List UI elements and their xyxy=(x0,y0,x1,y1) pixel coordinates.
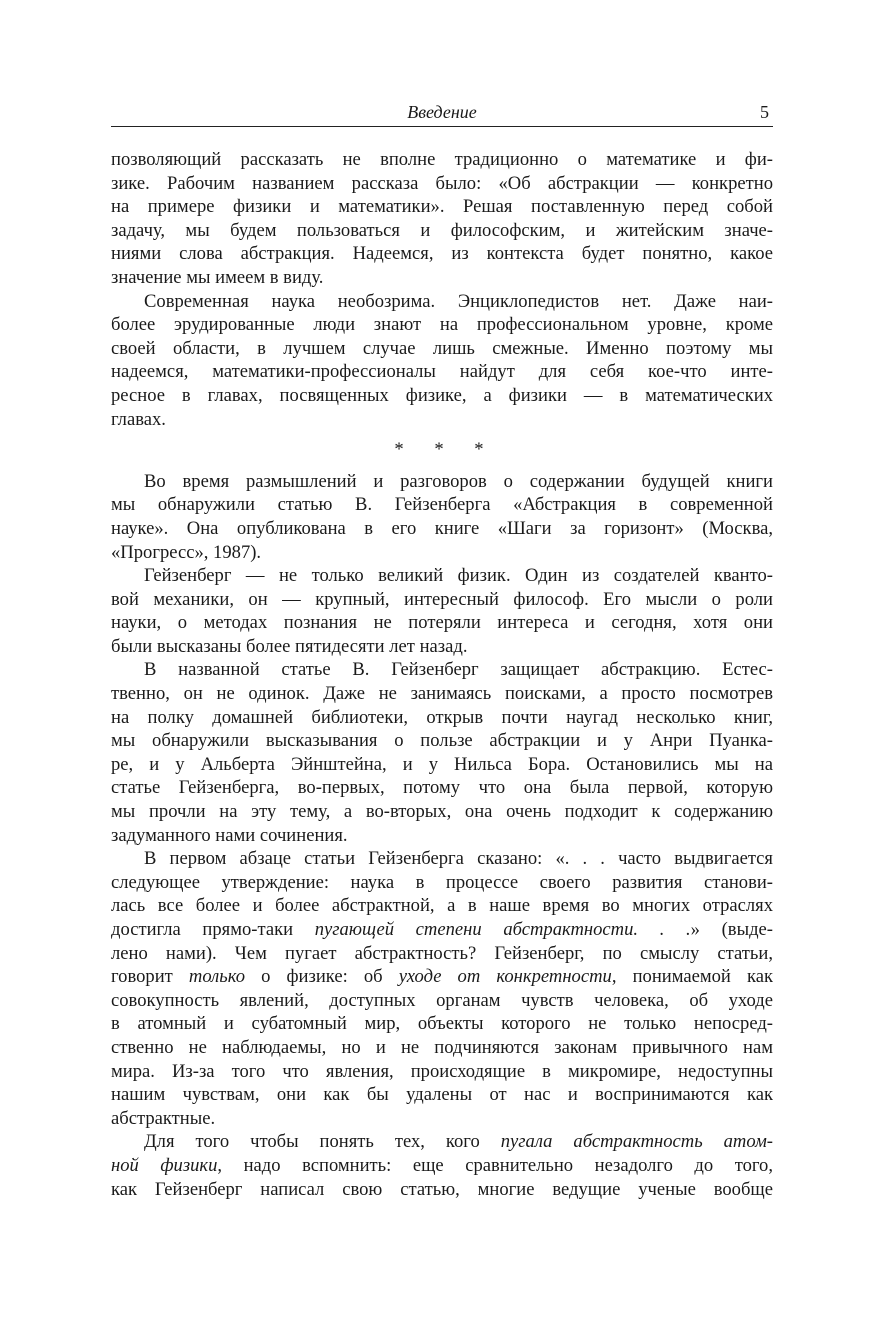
text-run: значение мы имеем в виду. xyxy=(111,266,324,288)
text-run: , надо вспомнить: еще сравнительно незадолго до того, xyxy=(217,1154,773,1176)
text-run: абстрактные. xyxy=(111,1107,216,1129)
paragraph xyxy=(111,564,773,658)
italic-text: уходе от конкретности xyxy=(398,966,612,988)
text-run: статье Гейзенберга, во-первых, потому что она была первой, которую xyxy=(111,777,773,799)
text-run: своей области, в лучшем случае лишь смежные. Именно поэтому мы xyxy=(111,337,773,359)
text-line xyxy=(111,658,773,682)
text-run: Современная наука необозрима. Энциклопедистов нет. Даже наи- xyxy=(144,290,773,312)
text-line xyxy=(111,408,773,432)
text-line xyxy=(111,493,773,517)
text-run: лено нами). Чем пугает абстрактность? Гейзенберг, по смыслу статьи, xyxy=(111,942,773,964)
text-line xyxy=(111,195,773,219)
text-line xyxy=(111,894,773,918)
text-line xyxy=(111,1178,773,1202)
page-body xyxy=(111,148,773,1201)
text-run: мира. Из-за того что явления, происходящие в микромире, недоступны xyxy=(111,1060,773,1082)
text-run: Гейзенберг — не только великий физик. Один из создателей кванто- xyxy=(144,565,773,587)
text-line xyxy=(111,729,773,753)
text-line xyxy=(111,800,773,824)
text-run: надеемся, математики-профессионалы найдут для себя кое-что инте- xyxy=(111,361,773,383)
text-line xyxy=(111,290,773,314)
running-header xyxy=(111,100,773,127)
section-separator: * * * xyxy=(394,439,490,461)
text-line xyxy=(111,384,773,408)
text-line xyxy=(111,1107,773,1131)
text-line xyxy=(111,337,773,361)
text-line xyxy=(111,1012,773,1036)
paragraph xyxy=(111,847,773,1130)
text-run: в атомный и субатомный мир, объекты которого не только непосред- xyxy=(111,1013,773,1035)
paragraph xyxy=(111,470,773,564)
text-line xyxy=(111,517,773,541)
text-run: , понимаемой как xyxy=(611,966,773,988)
text-line xyxy=(111,706,773,730)
text-run: позволяющий рассказать не вполне традиционно о математике и фи- xyxy=(111,149,773,170)
text-run: науке». Она опубликована в его книге «Шаги за горизонт» (Москва, xyxy=(111,517,773,539)
text-line xyxy=(111,172,773,196)
text-line xyxy=(111,776,773,800)
text-run: были высказаны более пятидесяти лет назад. xyxy=(111,635,468,657)
text-line xyxy=(111,1083,773,1107)
text-run: достигла прямо-таки xyxy=(111,919,315,940)
text-run: твенно, он не одинок. Даже не занимаясь поисками, а просто посмотрев xyxy=(111,683,773,705)
text-run: ственно не наблюдаемы, но и не подчиняются законам привычного нам xyxy=(111,1036,773,1058)
text-line xyxy=(111,918,773,942)
text-run: Во время размышлений и разговоров о содержании будущей книги xyxy=(144,470,773,492)
text-line xyxy=(111,942,773,966)
text-line xyxy=(111,847,773,871)
text-line xyxy=(111,266,773,290)
text-line xyxy=(111,541,773,565)
text-run: «Прогресс», 1987). xyxy=(111,541,262,563)
italic-text: пугающей степени абстрактности. . . xyxy=(314,919,691,940)
text-run: главах. xyxy=(111,408,166,430)
text-line xyxy=(111,989,773,1013)
text-line xyxy=(111,1060,773,1084)
text-run: мы обнаружили высказывания о пользе абстракции и у Анри Пуанка- xyxy=(111,730,773,752)
italic-text: только xyxy=(188,966,246,988)
text-run: нашим чувствам, они как бы удалены от нас и воспринимаются как xyxy=(111,1084,773,1106)
text-line xyxy=(111,635,773,659)
text-line xyxy=(111,824,773,848)
text-line xyxy=(111,360,773,384)
text-run: В первом абзаце статьи Гейзенберга сказано: «. . . часто выдвигается xyxy=(144,848,773,870)
text-run: лась все более и более абстрактной, а в наше время во многих отраслях xyxy=(111,895,773,917)
text-run: ниями слова абстракция. Надеемся, из контекста будет понятно, какое xyxy=(111,243,773,265)
text-run: мы прочли на эту тему, а во-вторых, она очень подходит к содержанию xyxy=(111,801,773,823)
text-run: совокупность явлений, доступных органам чувств человека, об уходе xyxy=(111,989,773,1011)
text-run: ре, и у Альберта Эйнштейна, и у Нильса Бора. Остановились мы на xyxy=(111,753,773,775)
text-run: говорит xyxy=(111,966,189,988)
text-line xyxy=(111,148,773,172)
paragraph xyxy=(111,148,773,290)
text-line xyxy=(111,564,773,588)
text-run: ресное в главах, посвященных физике, а физики — в математических xyxy=(111,384,773,406)
text-run: В названной статье В. Гейзенберг защищает абстракцию. Естес- xyxy=(144,659,773,681)
text-run: вой механики, он — крупный, интересный философ. Его мысли о роли xyxy=(111,588,773,610)
text-run: мы обнаружили статью В. Гейзенберга «Абстракция в современной xyxy=(111,494,773,516)
text-run: на полку домашней библиотеки, открыв почти наугад несколько книг, xyxy=(111,706,773,728)
text-line xyxy=(111,470,773,494)
text-run: следующее утверждение: наука в процессе своего развития станови- xyxy=(111,871,773,893)
text-run: науки, о методах познания не потеряли интереса и сегодня, хотя они xyxy=(111,612,773,634)
text-run: более эрудированные люди знают на профессиональном уровне, кроме xyxy=(111,314,773,336)
text-run: задуманного нами сочинения. xyxy=(111,824,348,846)
text-run: задачу, мы будем пользоваться и философским, и житейским значе- xyxy=(111,219,773,241)
text-run: как Гейзенберг написал свою статью, многие ведущие ученые вообще xyxy=(111,1178,773,1200)
text-line xyxy=(111,965,773,989)
paragraph xyxy=(111,290,773,432)
text-line xyxy=(111,1036,773,1060)
text-run: » (выде- xyxy=(690,919,773,940)
text-line xyxy=(111,611,773,635)
text-line xyxy=(111,682,773,706)
text-run: о физике: об xyxy=(245,966,399,988)
text-line xyxy=(111,1154,773,1178)
italic-text: пугала абстрактность атом- xyxy=(500,1131,773,1153)
running-header-title: Введение xyxy=(407,102,477,122)
text-line xyxy=(111,242,773,266)
text-line xyxy=(111,871,773,895)
text-run: на примере физики и математики». Решая поставленную перед собой xyxy=(111,196,773,218)
text-line xyxy=(111,753,773,777)
paragraph xyxy=(111,1130,773,1201)
text-run: зике. Рабочим названием рассказа было: «Об абстракции — конкретно xyxy=(111,172,773,194)
italic-text: ной физики xyxy=(111,1154,218,1176)
text-line xyxy=(111,588,773,612)
page-number: 5 xyxy=(760,102,769,122)
text-line xyxy=(111,1130,773,1154)
text-line xyxy=(111,313,773,337)
text-run: Для того чтобы понять тех, кого xyxy=(144,1131,501,1153)
text-line xyxy=(111,219,773,243)
paragraph xyxy=(111,658,773,847)
